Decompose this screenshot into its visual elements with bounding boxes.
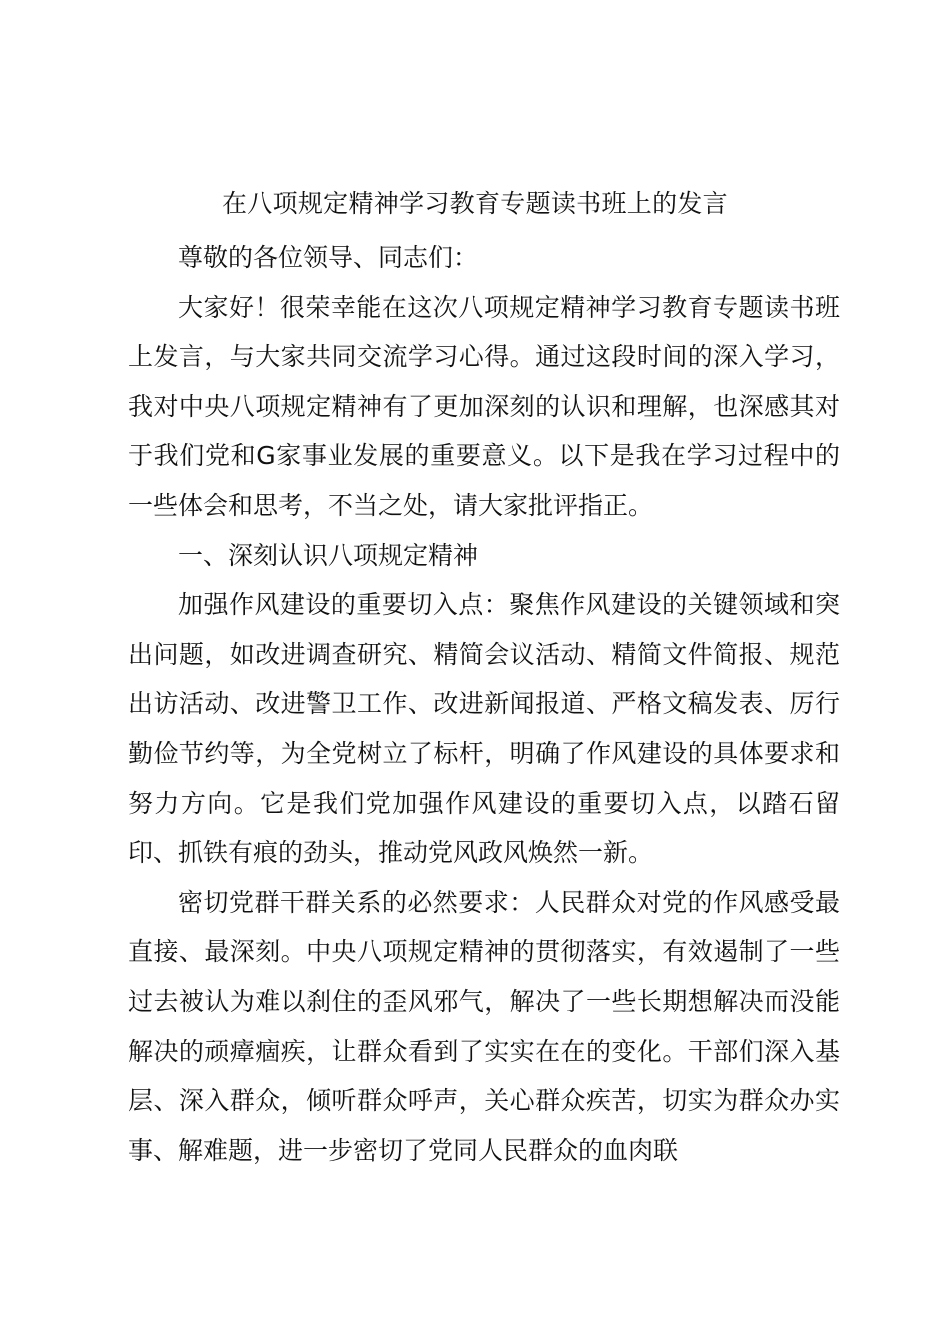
opening-paragraph: 大家好！很荣幸能在这次八项规定精神学习教育专题读书班上发言，与大家共同交流学习心得。通过这段时间的深入学习，我对中央八项规定精神有了更加深刻的认识和理解，也深感其对于我们党和G家事业发展的重要意义。以下是我在学习过程中的一些体会和思考，不当之处，请大家批评指正。 (128, 292, 840, 520)
salutation-paragraph: 尊敬的各位领导、同志们： (178, 243, 479, 272)
section-heading-1: 一、深刻认识八项规定精神 (178, 540, 479, 570)
document-body (128, 233, 840, 1175)
document-title: 在八项规定精神学习教育专题读书班上的发言 (221, 189, 728, 218)
body-paragraph: 密切党群干群关系的必然要求：人民群众对党的作风感受最直接、最深刻。中央八项规定精神的贯彻落实，有效遏制了一些过去被认为难以刹住的歪风邪气，解决了一些长期想解决而没能解决的顽瘴痼疾，让群众看到了实实在在的变化。干部们深入基层、深入群众，倾听群众呼声，关心群众疾苦，切实为群众办实事、解难题，进一步密切了党同人民群众的血肉联 (128, 887, 840, 1165)
body-paragraph: 加强作风建设的重要切入点：聚焦作风建设的关键领域和突出问题，如改进调查研究、精简会议活动、精简文件简报、规范出访活动、改进警卫工作、改进新闻报道、严格文稿发表、厉行勤俭节约等，为全党树立了标杆，明确了作风建设的具体要求和努力方向。它是我们党加强作风建设的重要切入点，以踏石留印、抓铁有痕的劲头，推动党风政风焕然一新。 (128, 590, 840, 868)
